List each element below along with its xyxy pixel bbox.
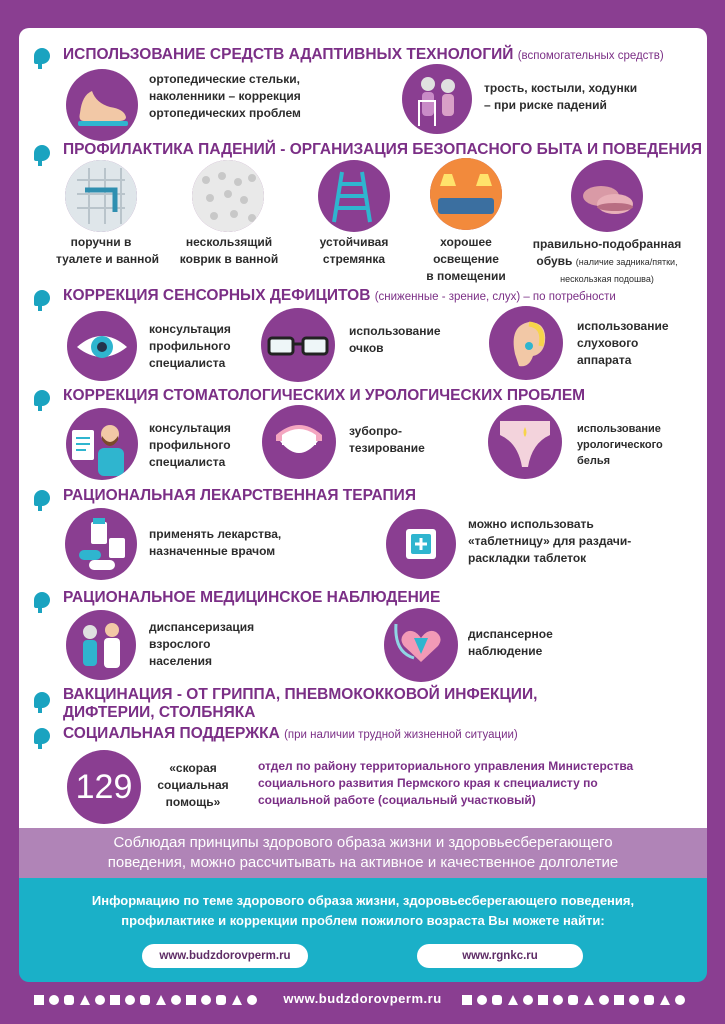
- bullet-marker-icon: [34, 728, 50, 744]
- social-department-text: отдел по району территориального управления Министерства социального развития Пермского края к специалисту по социальной работе (социальный участковый): [258, 759, 634, 807]
- medication-item-prescribed: применять лекарства, назначенные врачом: [149, 527, 282, 558]
- falls-item-handrails: поручни в туалете и ванной: [56, 235, 160, 266]
- bullet-marker-icon: [34, 490, 50, 506]
- dentures-icon: [262, 405, 336, 479]
- observation-item-screening: диспансеризация взрослого населения: [149, 620, 255, 668]
- section-title-dental: КОРРЕКЦИЯ СТОМАТОЛОГИЧЕСКИХ И УРОЛОГИЧЕСКИХ ПРОБЛЕМ: [63, 387, 586, 404]
- walker-elders-icon: [402, 64, 472, 134]
- section-title-observation: РАЦИОНАЛЬНОЕ МЕДИЦИНСКОЕ НАБЛЮДЕНИЕ: [63, 589, 441, 606]
- dental-item-underwear: использование урологического белья: [577, 423, 663, 467]
- adaptive-item-insoles: ортопедические стельки, наколенники – коррекция ортопедических проблем: [149, 72, 301, 120]
- section-title-vaccination: ВАКЦИНАЦИЯ - ОТ ГРИППА, ПНЕВМОКОККОВОЙ ИНФЕКЦИИ, ДИФТЕРИИ, СТОЛБНЯКА: [63, 686, 538, 721]
- glasses-icon: [261, 308, 335, 382]
- hotline-number-badge: 129: [67, 750, 141, 824]
- handrail-icon: [65, 160, 137, 232]
- bullet-marker-icon: [34, 692, 50, 708]
- bath-mat-icon: [192, 160, 264, 232]
- lamp-lighting-icon: [430, 158, 502, 230]
- section-title-adaptive: ИСПОЛЬЗОВАНИЕ СРЕДСТВ АДАПТИВНЫХ ТЕХНОЛОГИЙ (вспомогательных средств): [63, 46, 664, 63]
- link-rgnkc[interactable]: www.rgnkc.ru: [417, 944, 583, 968]
- pills-icon: [65, 508, 137, 580]
- foot-insole-icon: [66, 69, 138, 141]
- underwear-icon: [488, 405, 562, 479]
- observation-item-dispensary: диспансерное наблюдение: [468, 627, 553, 658]
- pill-box-icon: [386, 509, 456, 579]
- bullet-marker-icon: [34, 48, 50, 64]
- eye-icon: [67, 311, 137, 381]
- section-title-social: СОЦИАЛЬНАЯ ПОДДЕРЖКА (при наличии трудной жизненной ситуации): [63, 725, 518, 742]
- slippers-icon: [571, 160, 643, 232]
- bullet-marker-icon: [34, 592, 50, 608]
- falls-item-lighting: хорошее освещение в помещении: [426, 235, 506, 283]
- section-title-falls: ПРОФИЛАКТИКА ПАДЕНИЙ - ОРГАНИЗАЦИЯ БЕЗОПАСНОГО БЫТА И ПОВЕДЕНИЯ: [63, 141, 702, 158]
- bullet-marker-icon: [34, 390, 50, 406]
- doctor-icon: [66, 408, 138, 480]
- link-budzdorovperm[interactable]: www.budzdorovperm.ru: [142, 944, 308, 968]
- dental-item-prosthetics: зубопро- тезирование: [349, 424, 425, 455]
- falls-item-ladder: устойчивая стремянка: [319, 235, 389, 266]
- section-title-sensory: КОРРЕКЦИЯ СЕНСОРНЫХ ДЕФИЦИТОВ (сниженные - зрение, слух) – по потребности: [63, 287, 616, 304]
- bullet-marker-icon: [34, 290, 50, 306]
- footer-pattern-right: [462, 995, 692, 1005]
- bullet-marker-icon: [34, 145, 50, 161]
- sensory-item-specialist: консультация профильного специалиста: [149, 322, 231, 370]
- footer-url[interactable]: www.budzdorovperm.ru: [283, 991, 442, 1006]
- sensory-item-hearing: использование слухового аппарата: [577, 319, 669, 367]
- social-hotline-label: «скорая социальная помощь»: [157, 761, 229, 809]
- falls-item-shoes: правильно-подобранная обувь (наличие задника/пятки, нескользкая подошва): [532, 237, 682, 284]
- stethoscope-heart-icon: [384, 608, 458, 682]
- section-title-medication: РАЦИОНАЛЬНАЯ ЛЕКАРСТВЕННАЯ ТЕРАПИЯ: [63, 487, 416, 504]
- longevity-banner: Соблюдая принципы здорового образа жизни и здоровьесберегающего поведения, можно рассчитывать на активное и качественное долголетие: [19, 828, 707, 878]
- hearing-aid-icon: [489, 306, 563, 380]
- dental-item-specialist: консультация профильного специалиста: [149, 421, 231, 469]
- sensory-item-glasses: использование очков: [349, 324, 441, 355]
- falls-item-mat: нескользящий коврик в ванной: [179, 235, 279, 266]
- adaptive-item-canes: трость, костыли, ходунки – при риске падений: [484, 81, 638, 112]
- info-block: Информацию по теме здорового образа жизни, здоровьесберегающего поведения, профилактике и коррекции проблем пожилого возраста Вы можете найти: www.budzdorovperm.ru www.rgnkc.ru: [19, 878, 707, 982]
- doctor-patient-icon: [66, 610, 136, 680]
- ladder-icon: [318, 160, 390, 232]
- medication-item-pillbox: можно использовать «таблетницу» для раздачи- раскладки таблеток: [468, 517, 632, 565]
